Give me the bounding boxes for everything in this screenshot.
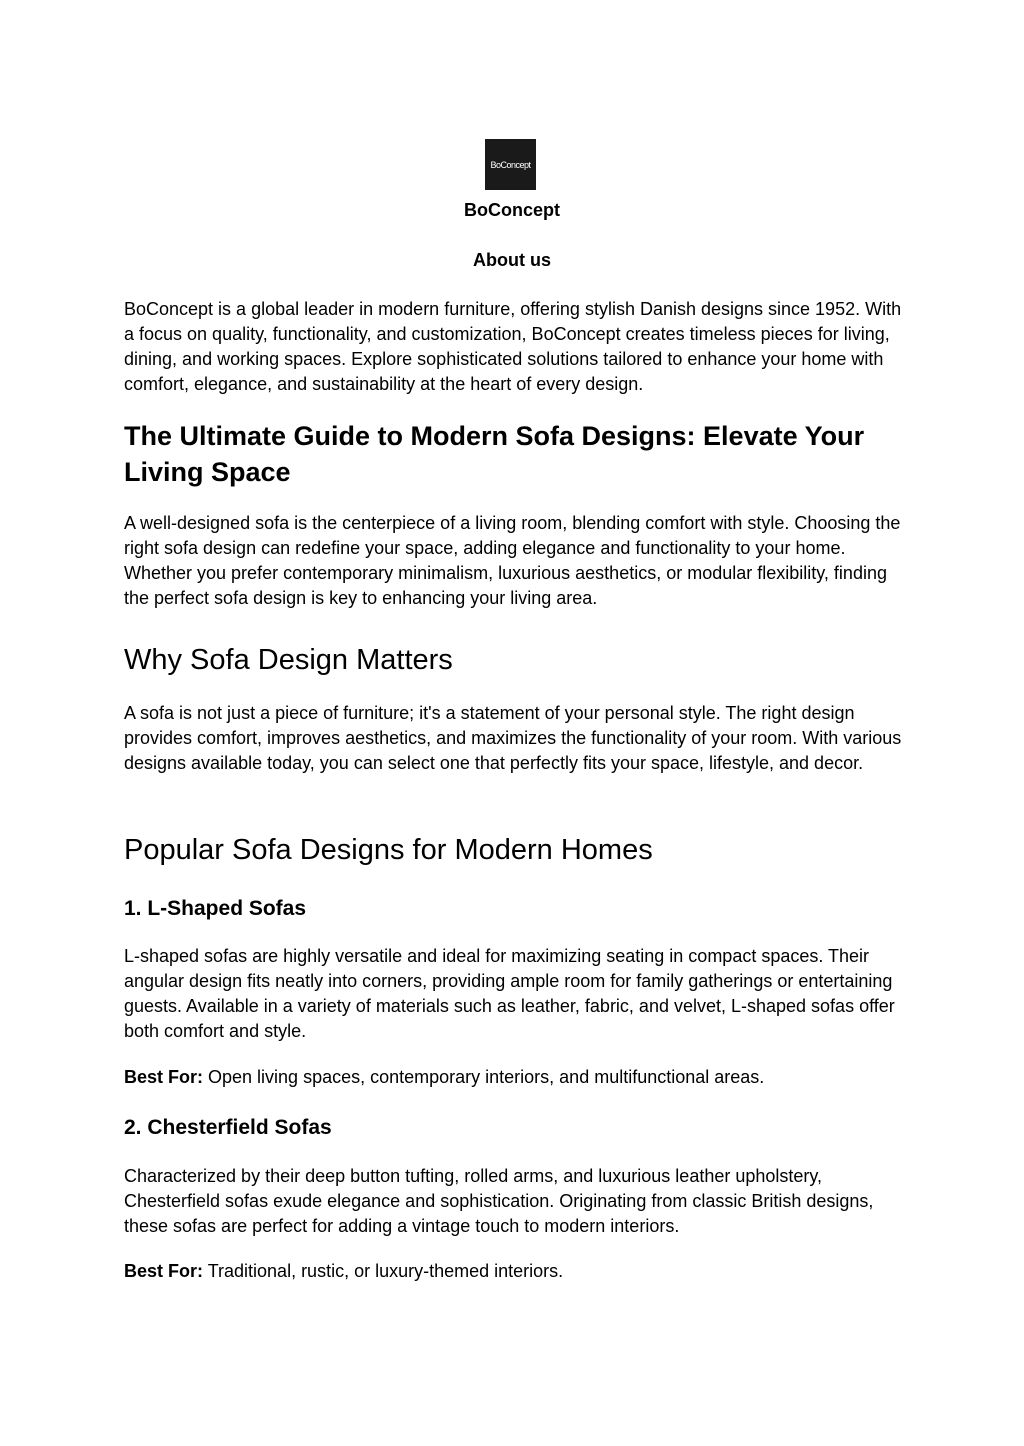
l-shaped-paragraph: L-shaped sofas are highly versatile and ideal for maximizing seating in compact spaces. Their angular design fits neatly into corners, providing ample room for family gatherings or entertaining guests. Available in a variety of materials such as leather, fabric, and velvet, L-shaped sofas offer both comfort and style.: [124, 946, 895, 1041]
brand-logo: [485, 139, 536, 190]
about-paragraph: BoConcept is a global leader in modern furniture, offering stylish Danish designs since 1952. With a focus on quality, functionality, and customization, BoConcept creates timeless pieces for living, dining, and working spaces. Explore sophisticated solutions tailored to enhance your home with comfort, elegance, and sustainability at the heart of every design.: [124, 299, 902, 394]
best-for-text: Traditional, rustic, or luxury-themed interiors.: [203, 1261, 564, 1281]
why-paragraph: A sofa is not just a piece of furniture; it's a statement of your personal style. The right design provides comfort, improves aesthetics, and maximizes the functionality of your room. With various designs available today, you can select one that perfectly fits your space, lifestyle, and decor.: [124, 703, 902, 773]
section-title-chesterfield: 2. Chesterfield Sofas: [124, 1116, 332, 1139]
best-for-label: Best For:: [124, 1067, 204, 1087]
why-heading: Why Sofa Design Matters: [124, 644, 453, 676]
guide-title: The Ultimate Guide to Modern Sofa Designs: Elevate Your Living Space: [124, 421, 865, 487]
section-title-l-shaped: 1. L-Shaped Sofas: [124, 897, 307, 920]
best-for-text: Open living spaces, contemporary interiors, and multifunctional areas.: [203, 1067, 765, 1087]
guide-intro-paragraph: A well-designed sofa is the centerpiece of a living room, blending comfort with style. Choosing the right sofa design can redefine your space, adding elegance and functionality to your home. Whether you prefer contemporary minimalism, luxurious aesthetics, or modular flexibility, finding the perfect sofa design is key to enhancing your living area.: [124, 513, 901, 608]
chesterfield-paragraph: Characterized by their deep button tufting, rolled arms, and luxurious leather upholstery, Chesterfield sofas exude elegance and sophistication. Originating from classic British designs, these sofas are perfect for adding a vintage touch to modern interiors.: [124, 1166, 874, 1236]
about-heading: About us: [473, 250, 551, 270]
brand-name: BoConcept: [464, 200, 560, 220]
best-for-label: Best For:: [124, 1261, 204, 1281]
l-shaped-best-for: [124, 1065, 904, 1090]
brand-logo-text: BoConcept: [490, 159, 531, 170]
popular-heading: Popular Sofa Designs for Modern Homes: [124, 834, 653, 866]
chesterfield-best-for: [124, 1259, 904, 1284]
